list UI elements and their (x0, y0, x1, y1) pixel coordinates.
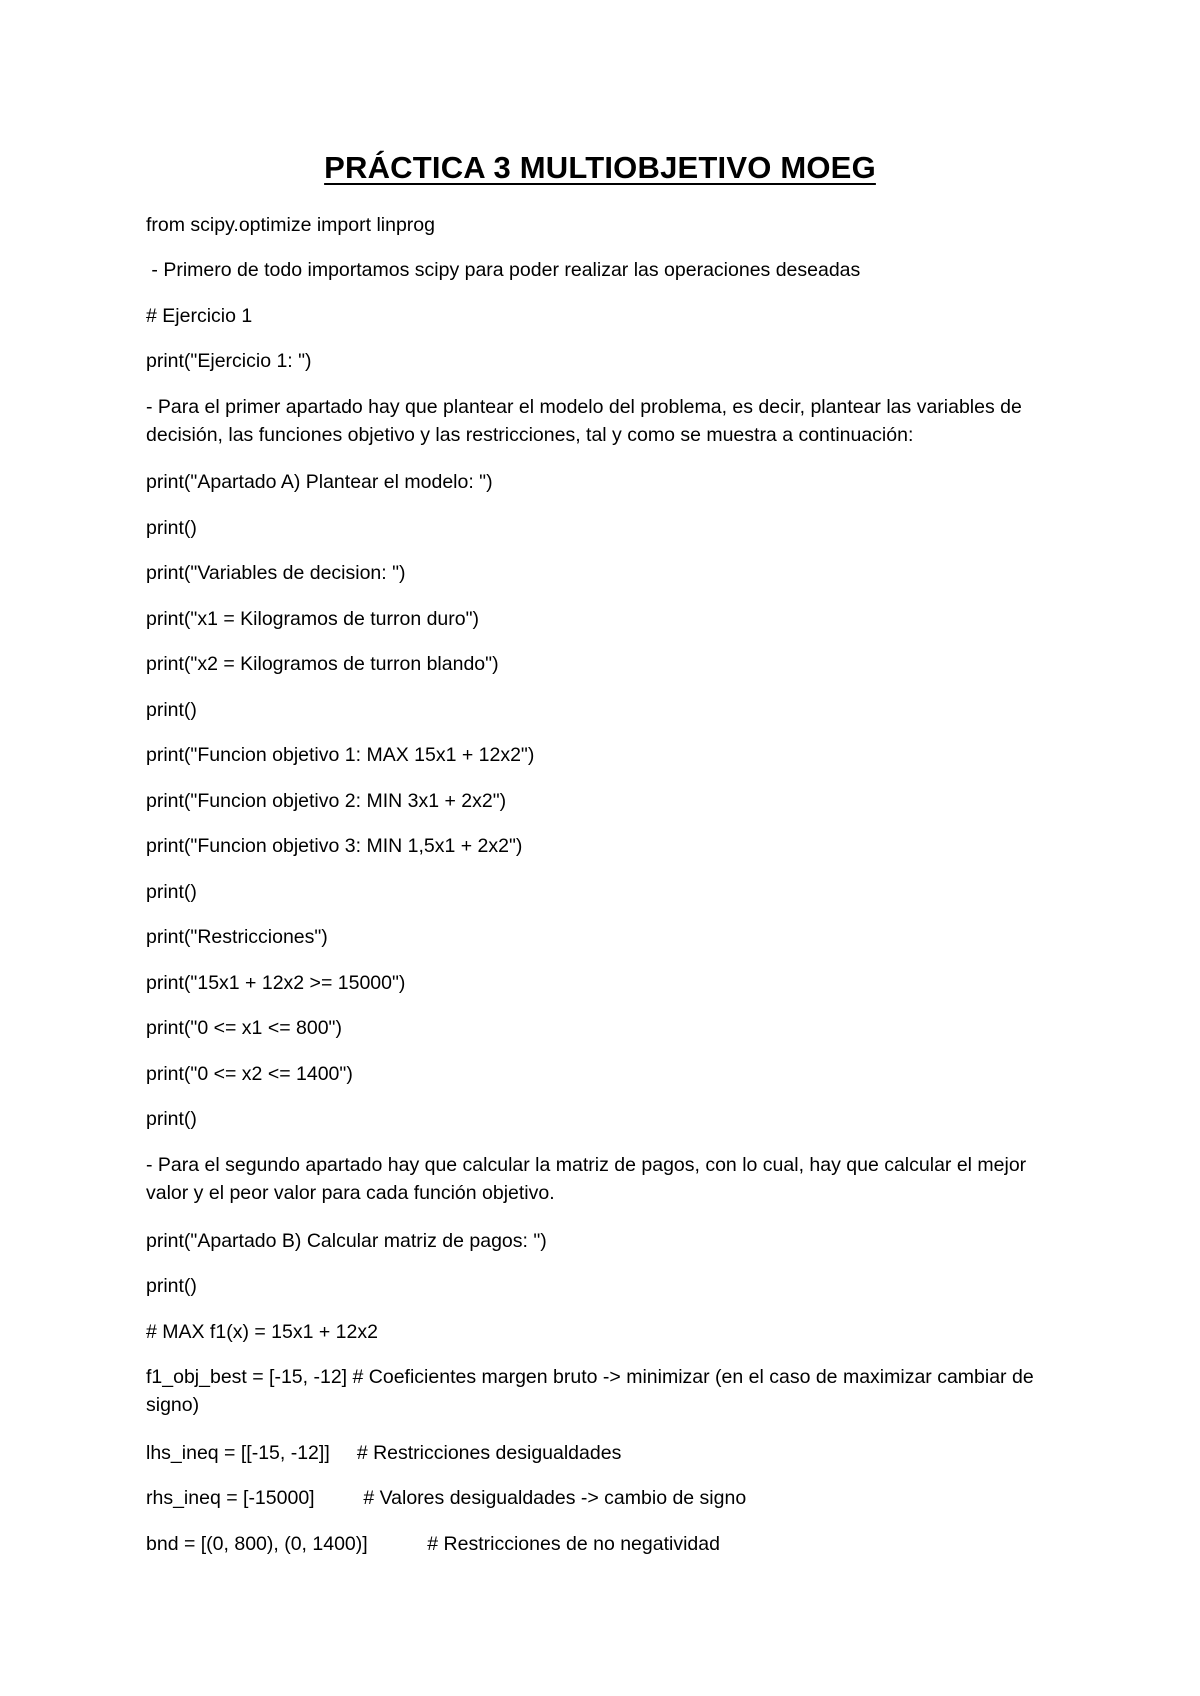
code-line-x1: print("x1 = Kilogramos de turron duro") (146, 608, 480, 630)
code-line-print-empty: print() (146, 1108, 197, 1130)
code-line-print-empty: print() (146, 1275, 197, 1297)
code-line-lhs-ineq: lhs_ineq = [[-15, -12]] # Restricciones desigualdades (146, 1442, 622, 1464)
document-title: PRÁCTICA 3 MULTIOBJETIVO MOEG (324, 150, 876, 185)
code-line-print-ejercicio: print("Ejercicio 1: ") (146, 350, 312, 372)
code-line-restriccion-2: print("0 <= x1 <= 800") (146, 1017, 342, 1039)
code-line-objetivo-3: print("Funcion objetivo 3: MIN 1,5x1 + 2x2") (146, 835, 523, 857)
code-line-objetivo-2: print("Funcion objetivo 2: MIN 3x1 + 2x2") (146, 790, 507, 812)
code-line-restriccion-3: print("0 <= x2 <= 1400") (146, 1063, 353, 1085)
code-line-comment-f1: # MAX f1(x) = 15x1 + 12x2 (146, 1321, 378, 1343)
code-line-rhs-ineq: rhs_ineq = [-15000] # Valores desigualdades -> cambio de signo (146, 1487, 747, 1509)
code-line-import: from scipy.optimize import linprog (146, 214, 435, 236)
code-line-bnd: bnd = [(0, 800), (0, 1400)] # Restricciones de no negatividad (146, 1533, 720, 1555)
code-line-restricciones: print("Restricciones") (146, 926, 328, 948)
code-line-print-empty: print() (146, 517, 197, 539)
code-line-objetivo-1: print("Funcion objetivo 1: MAX 15x1 + 12x2") (146, 744, 535, 766)
code-line-x2: print("x2 = Kilogramos de turron blando") (146, 653, 499, 675)
code-line-apartado-b: print("Apartado B) Calcular matriz de pagos: ") (146, 1230, 547, 1252)
explanation-paragraph-apartado-b: - Para el segundo apartado hay que calcular la matriz de pagos, con lo cual, hay que calcular el mejor valor y el peor valor para cada función objetivo. (146, 1154, 1027, 1204)
code-line-comment-ejercicio: # Ejercicio 1 (146, 305, 253, 327)
code-line-f1-obj-best: f1_obj_best = [-15, -12] # Coeficientes margen bruto -> minimizar (en el caso de maximizar cambiar de signo) (146, 1366, 1034, 1416)
code-line-variables: print("Variables de decision: ") (146, 562, 406, 584)
explanation-line-import: - Primero de todo importamos scipy para poder realizar las operaciones deseadas (146, 259, 861, 281)
code-line-restriccion-1: print("15x1 + 12x2 >= 15000") (146, 972, 406, 994)
explanation-paragraph-apartado-a: - Para el primer apartado hay que plantear el modelo del problema, es decir, plantear las variables de decisión, las funciones objetivo y las restricciones, tal y como se muestra a continuación: (146, 396, 1022, 446)
code-line-print-empty: print() (146, 699, 197, 721)
code-line-print-empty: print() (146, 881, 197, 903)
code-line-apartado-a: print("Apartado A) Plantear el modelo: ") (146, 471, 493, 493)
